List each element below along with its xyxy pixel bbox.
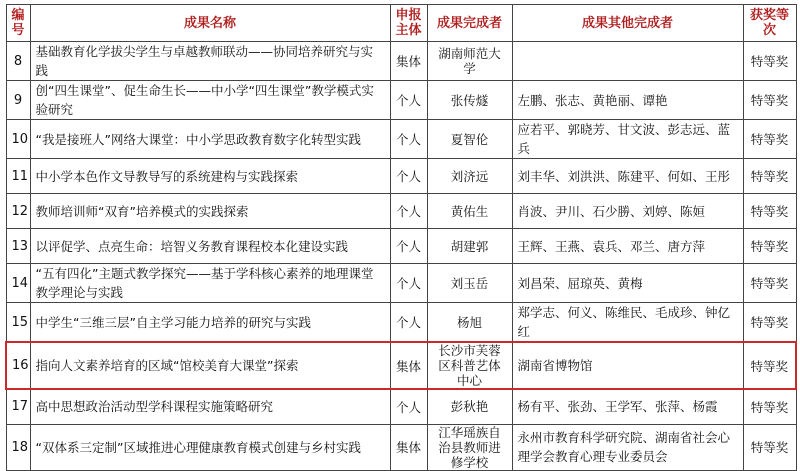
row-others: 应若平、郭晓芳、甘文波、彭志远、蓝兵 (512, 120, 743, 159)
row-name: “我是接班人”网络大课堂：中小学思政教育数字化转型实践 (30, 120, 390, 159)
row-level: 特等奖 (743, 303, 796, 343)
table-row (6, 264, 796, 303)
row-name: 基础教育化学拔尖学生与卓越教师联动——协同培养研究与实践 (30, 42, 390, 81)
row-others (512, 42, 743, 81)
table-row (6, 81, 796, 120)
row-level: 特等奖 (743, 194, 796, 229)
row-type: 个人 (390, 120, 427, 159)
row-num: 9 (6, 81, 30, 120)
row-lead: 夏智伦 (427, 120, 512, 159)
table-row (6, 303, 796, 343)
row-name: 以评促学、点亮生命：培智义务教育课程校本化建设实践 (30, 229, 390, 264)
table-row (6, 424, 796, 470)
row-type: 个人 (390, 303, 427, 343)
row-lead: 长沙市芙蓉区科普艺体中心 (427, 342, 512, 389)
row-num: 16 (6, 342, 30, 389)
row-lead: 彭秋艳 (427, 389, 512, 424)
row-lead: 杨旭 (427, 303, 512, 343)
row-name: “双体系三定制”区域推进心理健康教育模式创建与乡村实践 (30, 424, 390, 470)
row-num: 12 (6, 194, 30, 229)
row-num: 10 (6, 120, 30, 159)
row-type: 个人 (390, 264, 427, 303)
row-others: 郑学志、何义、陈维民、毛成珍、钟亿红 (512, 303, 743, 343)
row-name: 教师培训师“双育”培养模式的实践探索 (30, 194, 390, 229)
row-lead: 江华瑶族自治县教师进修学校 (427, 424, 512, 470)
row-num: 8 (6, 42, 30, 81)
table-row (6, 120, 796, 159)
row-others: 湖南省博物馆 (512, 342, 743, 389)
awards-table (5, 4, 797, 471)
row-lead: 张传燧 (427, 81, 512, 120)
row-name: 中小学本色作文导教导写的系统建构与实践探索 (30, 159, 390, 194)
table-row (6, 159, 796, 194)
row-others: 刘丰华、刘洪洪、陈建平、何如、王彤 (512, 159, 743, 194)
row-num: 15 (6, 303, 30, 343)
row-level: 特等奖 (743, 424, 796, 470)
header-lead: 成果完成者 (427, 5, 512, 42)
table-row (6, 194, 796, 229)
row-type: 集体 (390, 42, 427, 81)
row-lead: 胡建郭 (427, 229, 512, 264)
row-num: 17 (6, 389, 30, 424)
row-type: 个人 (390, 229, 427, 264)
row-type: 个人 (390, 389, 427, 424)
row-type: 集体 (390, 424, 427, 470)
row-level: 特等奖 (743, 264, 796, 303)
row-num: 11 (6, 159, 30, 194)
row-others: 王辉、王燕、袁兵、邓兰、唐方萍 (512, 229, 743, 264)
row-level: 特等奖 (743, 342, 796, 389)
row-others: 左鹏、张志、黄艳丽、谭艳 (512, 81, 743, 120)
header-name: 成果名称 (30, 5, 390, 42)
header-row (6, 5, 796, 42)
row-type: 个人 (390, 81, 427, 120)
table-row (6, 42, 796, 81)
header-type: 申报主体 (390, 5, 427, 42)
row-name: 高中思想政治活动型学科课程实施策略研究 (30, 389, 390, 424)
row-level: 特等奖 (743, 229, 796, 264)
row-level: 特等奖 (743, 159, 796, 194)
header-others: 成果其他完成者 (512, 5, 743, 42)
header-level: 获奖等次 (743, 5, 796, 42)
row-num: 13 (6, 229, 30, 264)
row-num: 18 (6, 424, 30, 470)
row-others: 杨有平、张劲、王学军、张萍、杨霞 (512, 389, 743, 424)
row-others: 刘昌荣、屈琼英、黄梅 (512, 264, 743, 303)
row-name: “五有四化”主题式教学探究——基于学科核心素养的地理课堂教学理论与实践 (30, 264, 390, 303)
row-lead: 刘玉岳 (427, 264, 512, 303)
row-others: 永州市教育科学研究院、湖南省社会心理学会教育心理专业委员会 (512, 424, 743, 470)
row-others: 肖波、尹川、石少勝、刘婷、陈姮 (512, 194, 743, 229)
row-type: 个人 (390, 194, 427, 229)
row-type: 个人 (390, 159, 427, 194)
row-lead: 刘济远 (427, 159, 512, 194)
row-level: 特等奖 (743, 120, 796, 159)
row-name: 创“四生课堂”、促生命生长——中小学“四生课堂”教学模式实验研究 (30, 81, 390, 120)
row-num: 14 (6, 264, 30, 303)
row-lead: 湖南师范大学 (427, 42, 512, 81)
row-lead: 黄佑生 (427, 194, 512, 229)
header-num: 编号 (6, 5, 30, 42)
row-level: 特等奖 (743, 389, 796, 424)
row-name: 指向人文素养培育的区域“馆校美育大课堂”探索 (30, 342, 390, 389)
highlighted-table-row (6, 342, 796, 389)
row-name: 中学生“三维三层”自主学习能力培养的研究与实践 (30, 303, 390, 343)
row-level: 特等奖 (743, 81, 796, 120)
row-level: 特等奖 (743, 42, 796, 81)
table-row (6, 229, 796, 264)
table-row (6, 389, 796, 424)
row-type: 集体 (390, 342, 427, 389)
